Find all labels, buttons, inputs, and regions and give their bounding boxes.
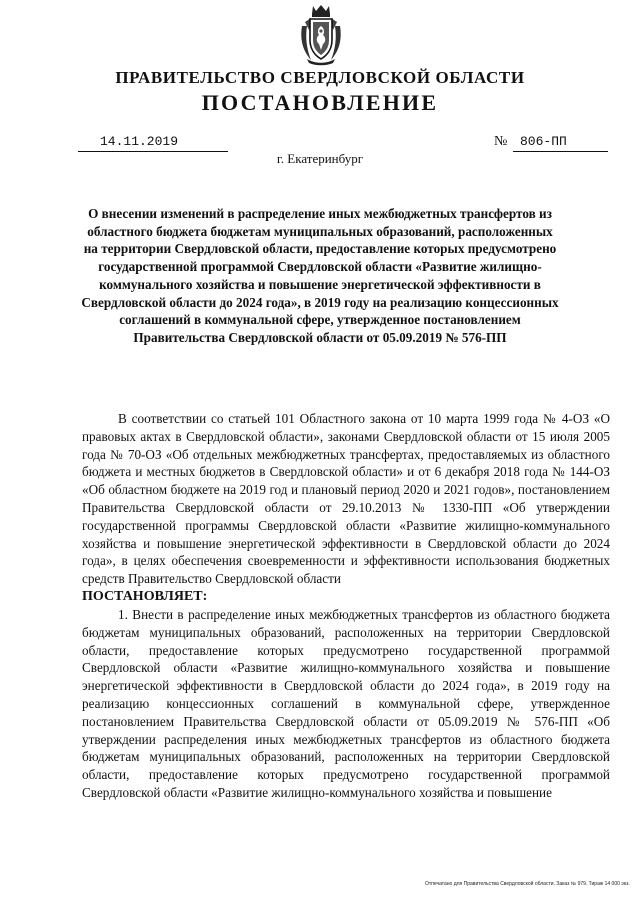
decree-heading: ПОСТАНОВЛЯЕТ: (82, 588, 208, 604)
city-name: г. Екатеринбург (276, 151, 364, 166)
document-number: 806-ПП (520, 134, 567, 149)
document-body (82, 410, 610, 802)
document-date: 14.11.2019 (100, 134, 179, 149)
document-title: О внесении изменений в распределение иных межбюджетных трансфертов из областного бюджета бюджетам муниципальных образований, расположенных на территории Свердловской области, предоставление которых предусмотрено государственной программой Свердловской области «Развитие жилищно-коммунального хозяйства и повышение энергетической эффективности в Свердловской области до 2024 года», в 2019 году на реализацию концессионных соглашений в коммунальной сфере, утвержденное постановлением Правительства Свердловской области от 05.09.2019 № 576-ПП (81, 206, 559, 345)
document-type: ПОСТАНОВЛЕНИЕ (201, 90, 439, 115)
print-footer: Отпечатано для Правительства Свердловской области. Заказ № 979. Тираж 14 000 экз. (425, 881, 630, 887)
number-sign: № (494, 134, 508, 149)
organization-name: ПРАВИТЕЛЬСТВО СВЕРДЛОВСКОЙ ОБЛАСТИ (115, 68, 525, 87)
coat-of-arms-icon (299, 4, 343, 66)
intro-paragraph: В соответствии со статьей 101 Областного закона от 10 марта 1999 года № 4-ОЗ «О правовых актах в Свердловской области», законами Свердловской области от 15 июля 2005 года № 70-ОЗ «Об отдельных межбюджетных трансфертах, предоставляемых из областного бюджета и местных бюджетов в Свердловской области» и от 6 декабря 2018 года № 144-ОЗ «Об областном бюджете на 2019 год и плановый период 2020 и 2021 годов», постановлением Правительства Свердловской области от 29.10.2013 № 1330-ПП «Об утверждении государственной программы Свердловской области «Развитие жилищно-коммунального хозяйства и повышение энергетической эффективности в Свердловской области до 2024 года», в целях обеспечения своевременности и эффективности использования бюджетных средств Правительство Свердловской области (82, 411, 610, 587)
item-1-paragraph: 1. Внести в распределение иных межбюджетных трансфертов из областного бюджета бюджетам муниципальных образований, расположенных на территории Свердловской области, предоставление которых предусмотрено государственной программой Свердловской области «Развитие жилищно-коммунального хозяйства и повышение энергетической эффективности в Свердловской области до 2024 года», в 2019 году на реализацию концессионных соглашений в коммунальной сфере, утвержденное постановлением Правительства Свердловской области от 05.09.2019 № 576-ПП «Об утверждении распределения иных межбюджетных трансфертов из областного бюджета бюджетам муниципальных образований, расположенных на территории Свердловской области, предоставление которых предусмотрено государственной программой Свердловской области «Развитие жилищно-коммунального хозяйства и повышение (82, 606, 610, 800)
